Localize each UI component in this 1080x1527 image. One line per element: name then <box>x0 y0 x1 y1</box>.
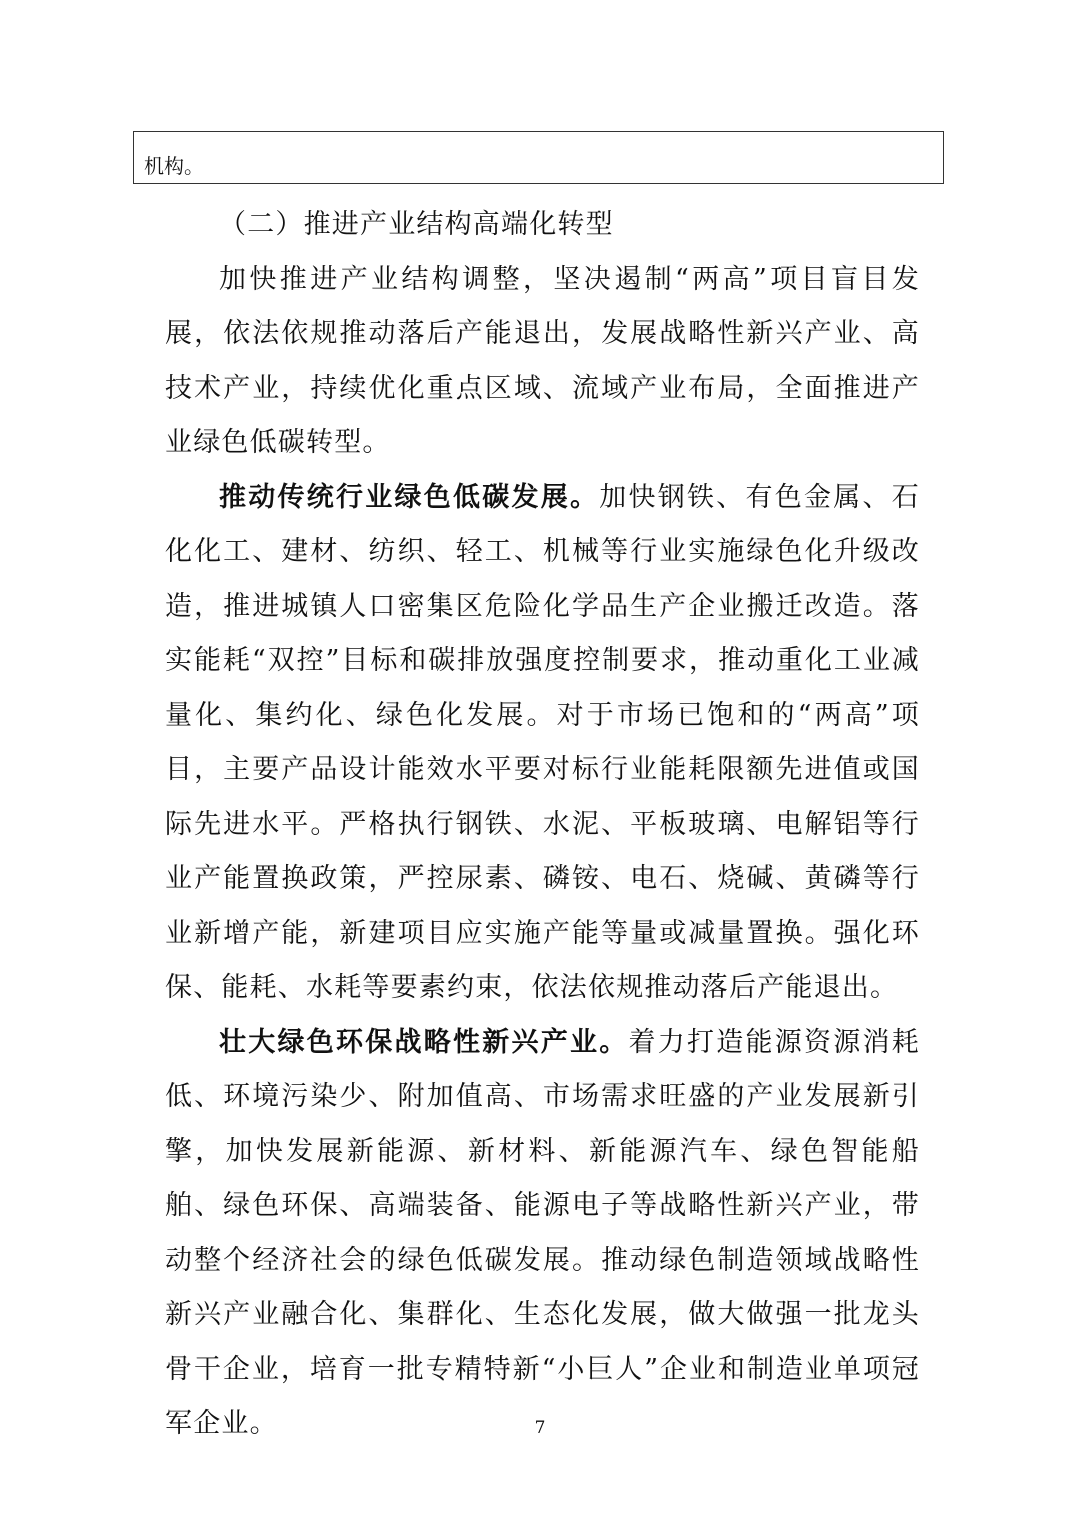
continuation-box <box>133 131 944 184</box>
paragraph-1-text: 加快推进产业结构调整，坚决遏制“两高”项目盲目发展，依法依规推动落后产能退出，发展战略性新兴产业、高技术产业，持续优化重点区域、流域产业布局，全面推进产业绿色低碳转型。 <box>165 263 920 458</box>
paragraph-3-text: 着力打造能源资源消耗低、环境污染少、附加值高、市场需求旺盛的产业发展新引擎，加快发展新能源、新材料、新能源汽车、绿色智能船舶、绿色环保、高端装备、能源电子等战略性新兴产业，带动整个经济社会的绿色低碳发展。推动绿色制造领域战略性新兴产业融合化、集群化、生态化发展，做大做强一批龙头骨干企业，培育一批专精特新“小巨人”企业和制造业单项冠军企业。 <box>165 1026 920 1439</box>
paragraph-2-text: 加快钢铁、有色金属、石化化工、建材、纺织、轻工、机械等行业实施绿色化升级改造，推进城镇人口密集区危险化学品生产企业搬迁改造。落实能耗“双控”目标和碳排放强度控制要求，推动重化工业减量化、集约化、绿色化发展。对于市场已饱和的“两高”项目，主要产品设计能效水平要对标行业能耗限额先进值或国际先进水平。严格执行钢铁、水泥、平板玻璃、电解铝等行业产能置换政策，严控尿素、磷铵、电石、烧碱、黄磷等行业新增产能，新建项目应实施产能等量或减量置换。强化环保、能耗、水耗等要素约束，依法依规推动落后产能退出。 <box>165 481 920 1003</box>
paragraph-3-lead: 壮大绿色环保战略性新兴产业。 <box>219 1026 629 1058</box>
paragraph-1 <box>165 253 920 471</box>
box-text: 机构。 <box>144 154 204 178</box>
paragraph-2-lead: 推动传统行业绿色低碳发展。 <box>219 481 600 513</box>
paragraph-2 <box>165 471 920 1016</box>
document-body <box>165 198 920 1452</box>
paragraph-3 <box>165 1016 920 1452</box>
section-heading: （二）推进产业结构高端化转型 <box>219 209 614 240</box>
page-number: 7 <box>534 1418 546 1438</box>
